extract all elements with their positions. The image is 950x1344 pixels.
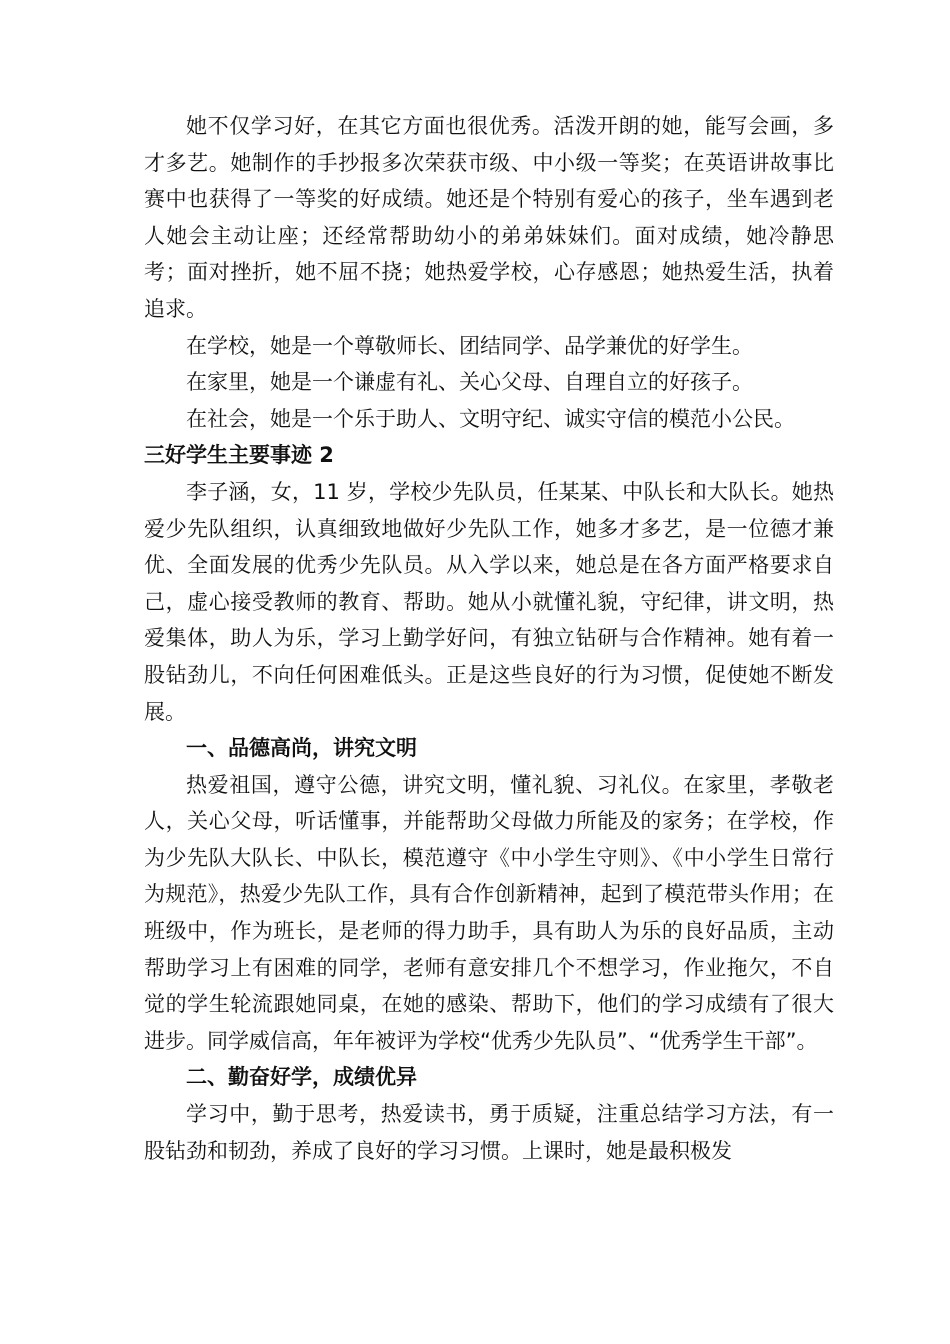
subsection-2-title: 二、勤奋好学，成绩优异 [186,1065,417,1090]
section-title: 三好学生主要事迹 2 [144,443,334,468]
intro-paragraph-society: 在社会，她是一个乐于助人、文明守纪、诚实守信的模范小公民。 [186,406,795,431]
intro-paragraph-1: 她不仅学习好，在其它方面也很优秀。活泼开朗的她，能写会画，多才多艺。她制作的手抄报多次荣获市级、中小级一等奖；在英语讲故事比赛中也获得了一等奖的好成绩。她还是个特别有爱心的孩子，坐车遇到老人她会主动让座；还经常帮助幼小的弟弟妹妹们。面对成绩，她冷静思考；面对挫折，她不屈不挠；她热爱学校，心存感恩；她热爱生活，执着追求。 [144,114,834,321]
section-intro-paragraph: 李子涵，女，11 岁，学校少先队员，任某某、中队长和大队长。她热爱少先队组织，认真细致地做好少先队工作，她多才多艺，是一位德才兼优、全面发展的优秀少先队员。从入学以来，她总是在各方面严格要求自己，虚心接受教师的教育、帮助。她从小就懂礼貌，守纪律，讲文明，热爱集体，助人为乐，学习上勤学好问，有独立钻研与合作精神。她有着一股钻劲儿，不向任何困难低头。正是这些良好的行为习惯，促使她不断发展。 [144,479,834,724]
intro-paragraph-home: 在家里，她是一个谦虚有礼、关心父母、自理自立的好孩子。 [186,370,753,395]
subsection-1-title: 一、品德高尚，讲究文明 [186,736,417,761]
subsection-1-paragraph: 热爱祖国，遵守公德，讲究文明，懂礼貌、习礼仪。在家里，孝敬老人，关心父母，听话懂事，并能帮助父母做力所能及的家务；在学校，作为少先队大队长、中队长，模范遵守《中小学生守则》、《中小学生日常行为规范》，热爱少先队工作，具有合作创新精神，起到了模范带头作用；在班级中，作为班长，是老师的得力助手，具有助人为乐的良好品质，主动帮助学习上有困难的同学，老师有意安排几个不想学习，作业拖欠，不自觉的学生轮流跟她同桌，在她的感染、帮助下，他们的学习成绩有了很大进步。同学威信高，年年被评为学校“优秀少先队员”、“优秀学生干部”。 [144,772,834,1053]
intro-paragraph-school: 在学校，她是一个尊敬师长、团结同学、品学兼优的好学生。 [186,333,753,358]
subsection-2-paragraph: 学习中，勤于思考，热爱读书，勇于质疑，注重总结学习方法，有一股钻劲和韧劲，养成了良好的学习习惯。上课时，她是最积极发 [144,1102,834,1163]
document-body [144,108,834,1169]
